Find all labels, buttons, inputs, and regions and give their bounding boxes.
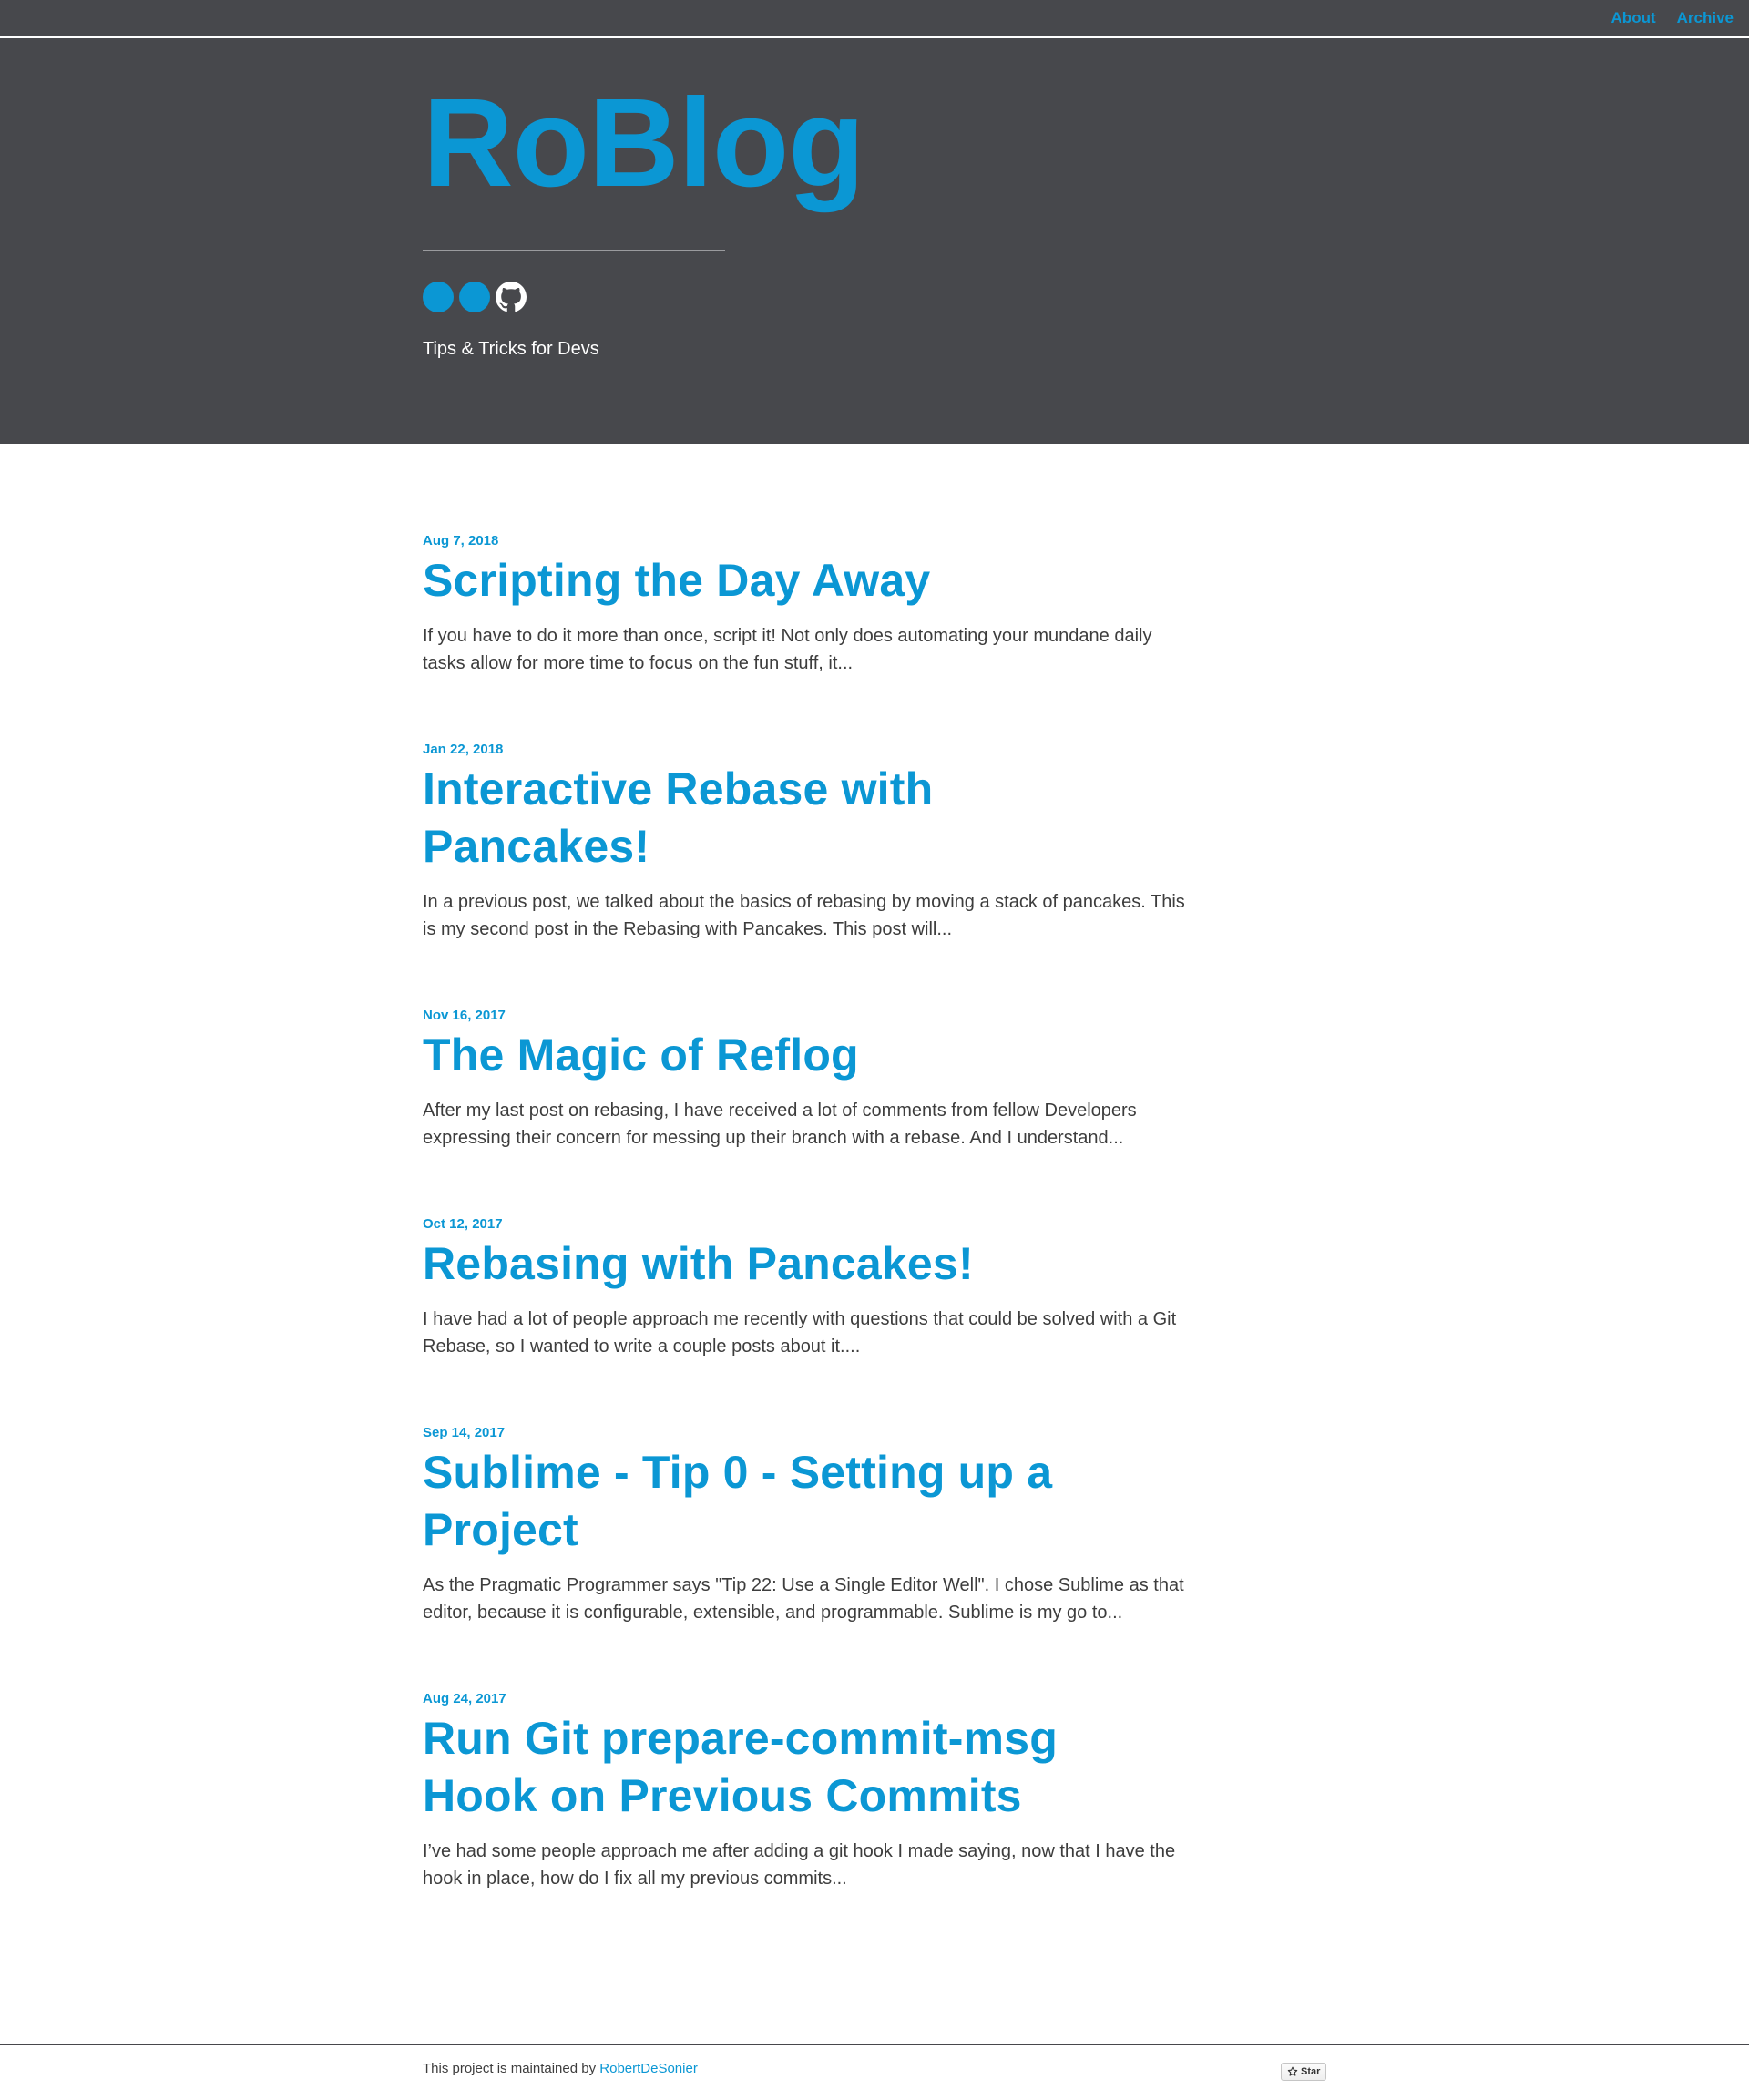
post-date: Aug 7, 2018 [423,533,499,548]
top-nav [0,0,1749,38]
post-title [423,1444,1115,1559]
footer-author-link[interactable]: RobertDeSonier [599,2061,698,2076]
post-title [423,1027,1197,1084]
post-date: Nov 16, 2017 [423,1008,506,1023]
site-title[interactable]: RoBlog [423,73,864,213]
social-icon-2[interactable] [459,282,490,312]
post-date: Aug 24, 2017 [423,1691,506,1706]
github-icon[interactable] [496,282,527,312]
post-list [423,532,1197,1956]
footer-credit-text: This project is maintained by [423,2061,600,2076]
post-date: Sep 14, 2017 [423,1425,506,1440]
post-excerpt: After my last post on rebasing, I have received a lot of comments from fellow Developers expressing their concern for messing up their branch with a rebase. And I understand... [423,1101,1137,1148]
post-title-link[interactable]: Run Git prepare-commit-msg Hook on Previous Commits [423,1713,1058,1821]
star-icon [1287,2066,1298,2077]
post-excerpt: I have had a lot of people approach me recently with questions that could be solved with a Git Rebase, so I wanted to write a couple posts about it.... [423,1309,1177,1357]
nav-links [1611,9,1734,27]
post-title-link[interactable]: Scripting the Day Away [423,555,931,606]
social-icon-1[interactable] [423,282,454,312]
post-date: Jan 22, 2018 [423,742,504,757]
nav-link-about[interactable]: About [1611,9,1656,26]
post-title [423,761,1006,876]
post-item [423,741,1197,943]
post-item [423,532,1197,677]
post-excerpt: I’ve had some people approach me after adding a git hook I made saying, now that I have the hook in place, how do I fix all my previous commits... [423,1841,1176,1889]
site-footer [0,2044,1749,2100]
post-excerpt: If you have to do it more than once, script it! Not only does automating your mundane daily tasks allow for more time to focus on the fun stuff, it... [423,626,1152,673]
post-title-link[interactable]: The Magic of Reflog [423,1030,859,1081]
post-item [423,1007,1197,1152]
post-item [423,1215,1197,1360]
post-title-link[interactable]: Interactive Rebase with Pancakes! [423,763,934,872]
star-label: Star [1301,2066,1321,2077]
post-title [423,1710,1115,1825]
footer-credit [423,2061,698,2076]
post-excerpt: As the Pragmatic Programmer says "Tip 22: Use a Single Editor Well". I chose Sublime as that editor, because it is configurable, extensible, and programmable. Sublime is my go to... [423,1575,1184,1623]
post-title [423,1235,1197,1293]
social-links [423,282,527,312]
post-excerpt: In a previous post, we talked about the basics of rebasing by moving a stack of pancakes. This is my second post in the Rebasing with Pancakes. This post will... [423,892,1185,939]
site-tagline: Tips & Tricks for Devs [423,339,599,359]
post-title-link[interactable]: Rebasing with Pancakes! [423,1238,974,1289]
post-item [423,1690,1197,1892]
post-date: Oct 12, 2017 [423,1216,503,1232]
nav-link-archive[interactable]: Archive [1676,9,1734,26]
post-title-link[interactable]: Sublime - Tip 0 - Setting up a Project [423,1447,1053,1555]
title-divider [423,250,725,251]
post-title [423,552,1197,610]
github-star-button[interactable] [1281,2063,1326,2081]
post-item [423,1424,1197,1626]
site-header [0,38,1749,444]
